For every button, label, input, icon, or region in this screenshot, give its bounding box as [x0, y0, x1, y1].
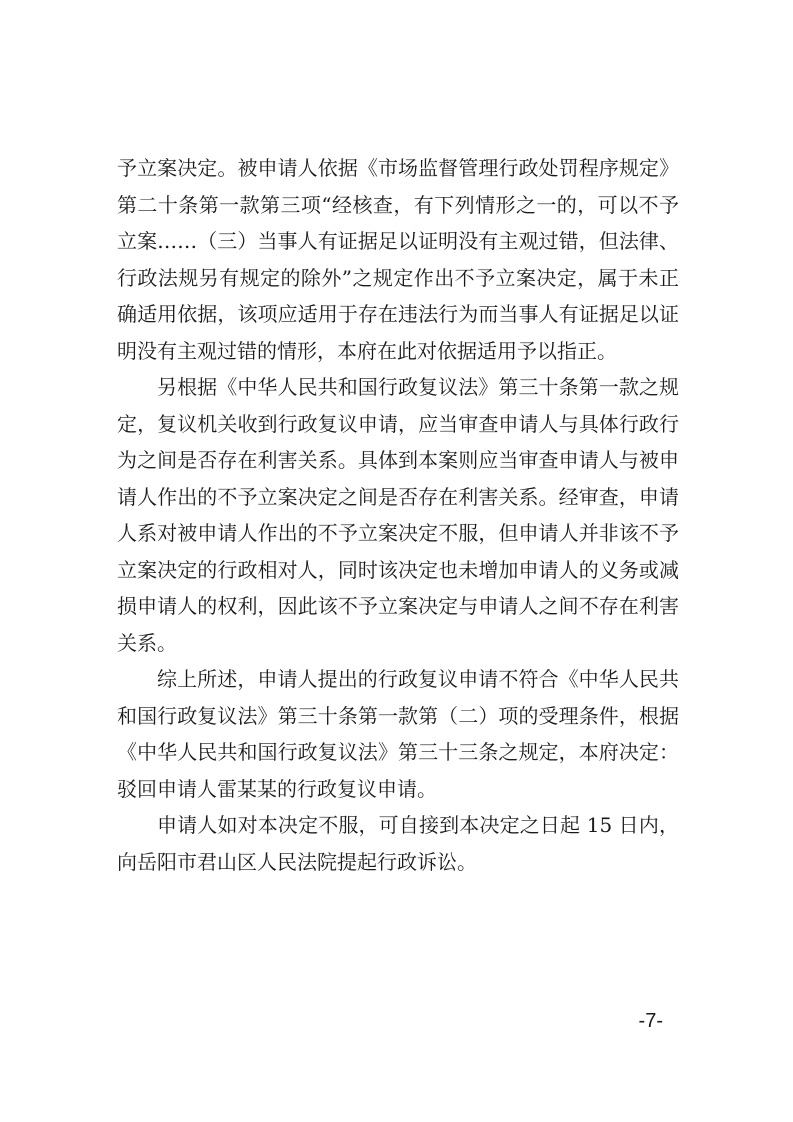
paragraph-3: 综上所述，申请人提出的行政复议申请不符合《中华人民共和国行政复议法》第三十条第一款第（二）项的受理条件，根据《中华人民共和国行政复议法》第三十三条之规定，本府决定：驳回申请人雷某某的行政复议申请。: [117, 667, 679, 801]
document-body: [117, 150, 679, 880]
paragraph-1: 予立案决定。被申请人依据《市场监督管理行政处罚程序规定》第二十条第一款第三项“经核查，有下列情形之一的，可以不予立案……（三）当事人有证据足以证明没有主观过错，但法律、行政法规另有规定的除外”之规定作出不予立案决定，属于未正确适用依据，该项应适用于存在违法行为而当事人有证据足以证明没有主观过错的情形，本府在此对依据适用予以指正。: [117, 156, 679, 363]
paragraph-4: 申请人如对本决定不服，可自接到本决定之日起 15 日内，向岳阳市君山区人民法院提起行政诉讼。: [117, 813, 679, 874]
page-number: -7-: [638, 1010, 663, 1032]
paragraph-2: 另根据《中华人民共和国行政复议法》第三十条第一款之规定，复议机关收到行政复议申请，应当审查申请人与具体行政行为之间是否存在利害关系。具体到本案则应当审查申请人与被申请人作出的不予立案决定之间是否存在利害关系。经审查，申请人系对被申请人作出的不予立案决定不服，但申请人并非该不予立案决定的行政相对人，同时该决定也未增加申请人的义务或减损申请人的权利，因此该不予立案决定与申请人之间不存在利害关系。: [117, 375, 679, 655]
